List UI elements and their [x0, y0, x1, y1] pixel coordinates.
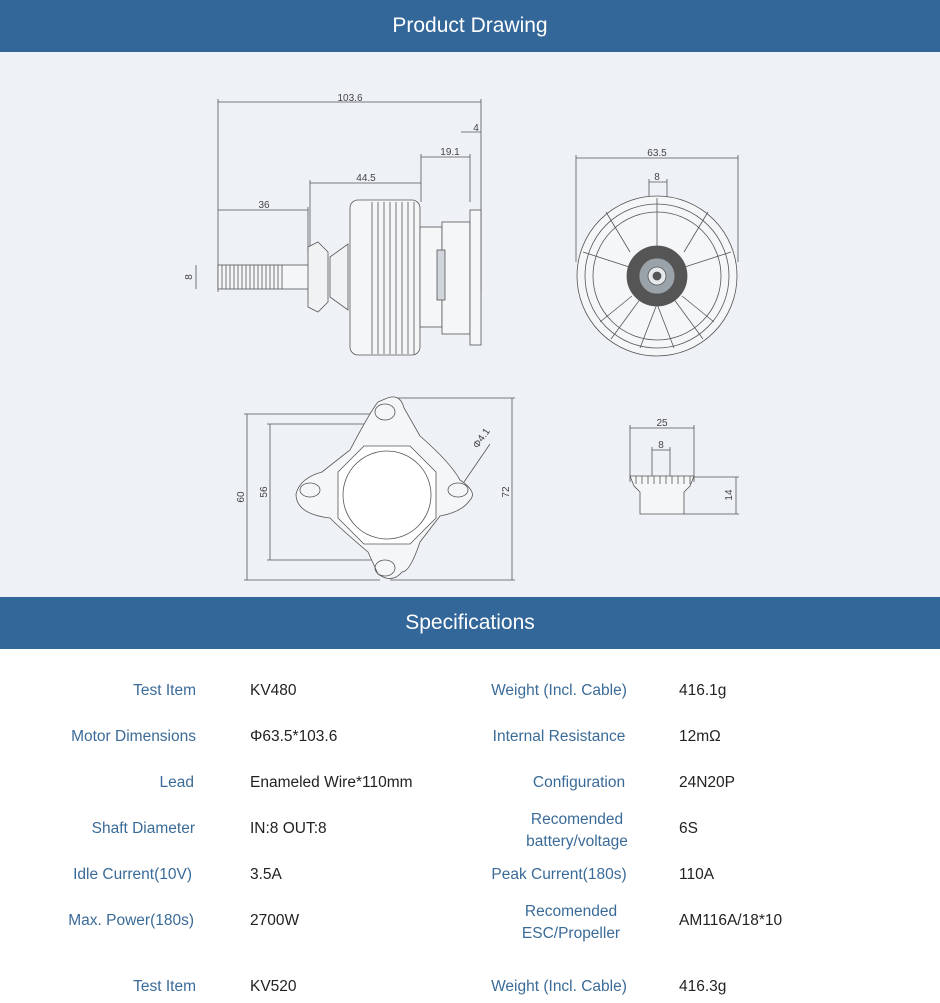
spec-value: 6S — [679, 820, 698, 837]
specifications-header — [0, 597, 940, 649]
dim-mount-inner: 56 — [259, 486, 270, 498]
spec-label — [498, 809, 656, 853]
spec-value: KV480 — [250, 682, 297, 699]
dim-shaft: 36 — [258, 200, 270, 211]
dim-collet-height: 14 — [724, 489, 735, 501]
dim-flange: 4 — [473, 123, 479, 134]
product-drawing-panel — [0, 52, 940, 597]
product-drawing-header — [0, 0, 940, 52]
specifications-title: Specifications — [405, 611, 535, 634]
spec-label — [492, 901, 650, 945]
dim-shaft-diameter: 8 — [184, 274, 195, 280]
spec-value: 2700W — [250, 912, 300, 929]
spec-value: KV520 — [250, 978, 297, 995]
dim-mount: 19.1 — [440, 147, 460, 158]
dim-mount-outer: 60 — [236, 491, 247, 503]
spec-label-line: Recomended — [524, 903, 618, 920]
spec-value: 24N20P — [679, 774, 736, 791]
dim-front-bore: 8 — [654, 172, 660, 183]
spec-label: Test Item — [133, 682, 196, 699]
spec-label: Motor Dimensions — [71, 728, 196, 745]
dim-mount-hole: Φ4.1 — [471, 426, 493, 451]
dim-collet-bore: 8 — [658, 440, 664, 451]
spec-label: Weight (Incl. Cable) — [491, 682, 627, 699]
dim-collet-width: 25 — [656, 418, 668, 429]
spec-label-line: ESC/Propeller — [521, 925, 621, 942]
spec-value: Φ63.5*103.6 — [250, 728, 338, 745]
spec-label: Shaft Diameter — [91, 820, 195, 837]
spec-value: Enameled Wire*110mm — [250, 774, 413, 791]
spec-label: Test Item — [133, 978, 196, 995]
dim-mount-overall: 72 — [501, 486, 512, 498]
spec-label: Internal Resistance — [492, 728, 626, 745]
dim-front-diameter: 63.5 — [647, 148, 667, 159]
spec-label: Lead — [159, 774, 194, 791]
spec-value: 3.5A — [250, 866, 282, 883]
spec-label: Idle Current(10V) — [73, 866, 192, 883]
spec-value: AM116A/18*10 — [679, 912, 783, 929]
spec-value: IN:8 OUT:8 — [250, 820, 327, 837]
spec-label: Peak Current(180s) — [491, 866, 627, 883]
spec-label: Configuration — [532, 774, 626, 791]
product-drawing-title: Product Drawing — [392, 14, 548, 37]
dim-overall-length: 103.6 — [337, 93, 363, 104]
spec-value: 416.1g — [679, 682, 727, 699]
spec-label: Max. Power(180s) — [68, 912, 194, 929]
spec-label: Weight (Incl. Cable) — [491, 978, 627, 995]
technical-drawing — [0, 52, 940, 597]
dim-body: 44.5 — [356, 173, 376, 184]
spec-value: 416.3g — [679, 978, 727, 995]
spec-label-line: battery/voltage — [526, 833, 628, 850]
motor-bell — [350, 200, 420, 355]
spec-value: 12mΩ — [679, 728, 721, 745]
prop-collet — [630, 476, 694, 514]
spec-value: 110A — [679, 866, 715, 883]
spec-label-line: Recomended — [530, 811, 624, 828]
